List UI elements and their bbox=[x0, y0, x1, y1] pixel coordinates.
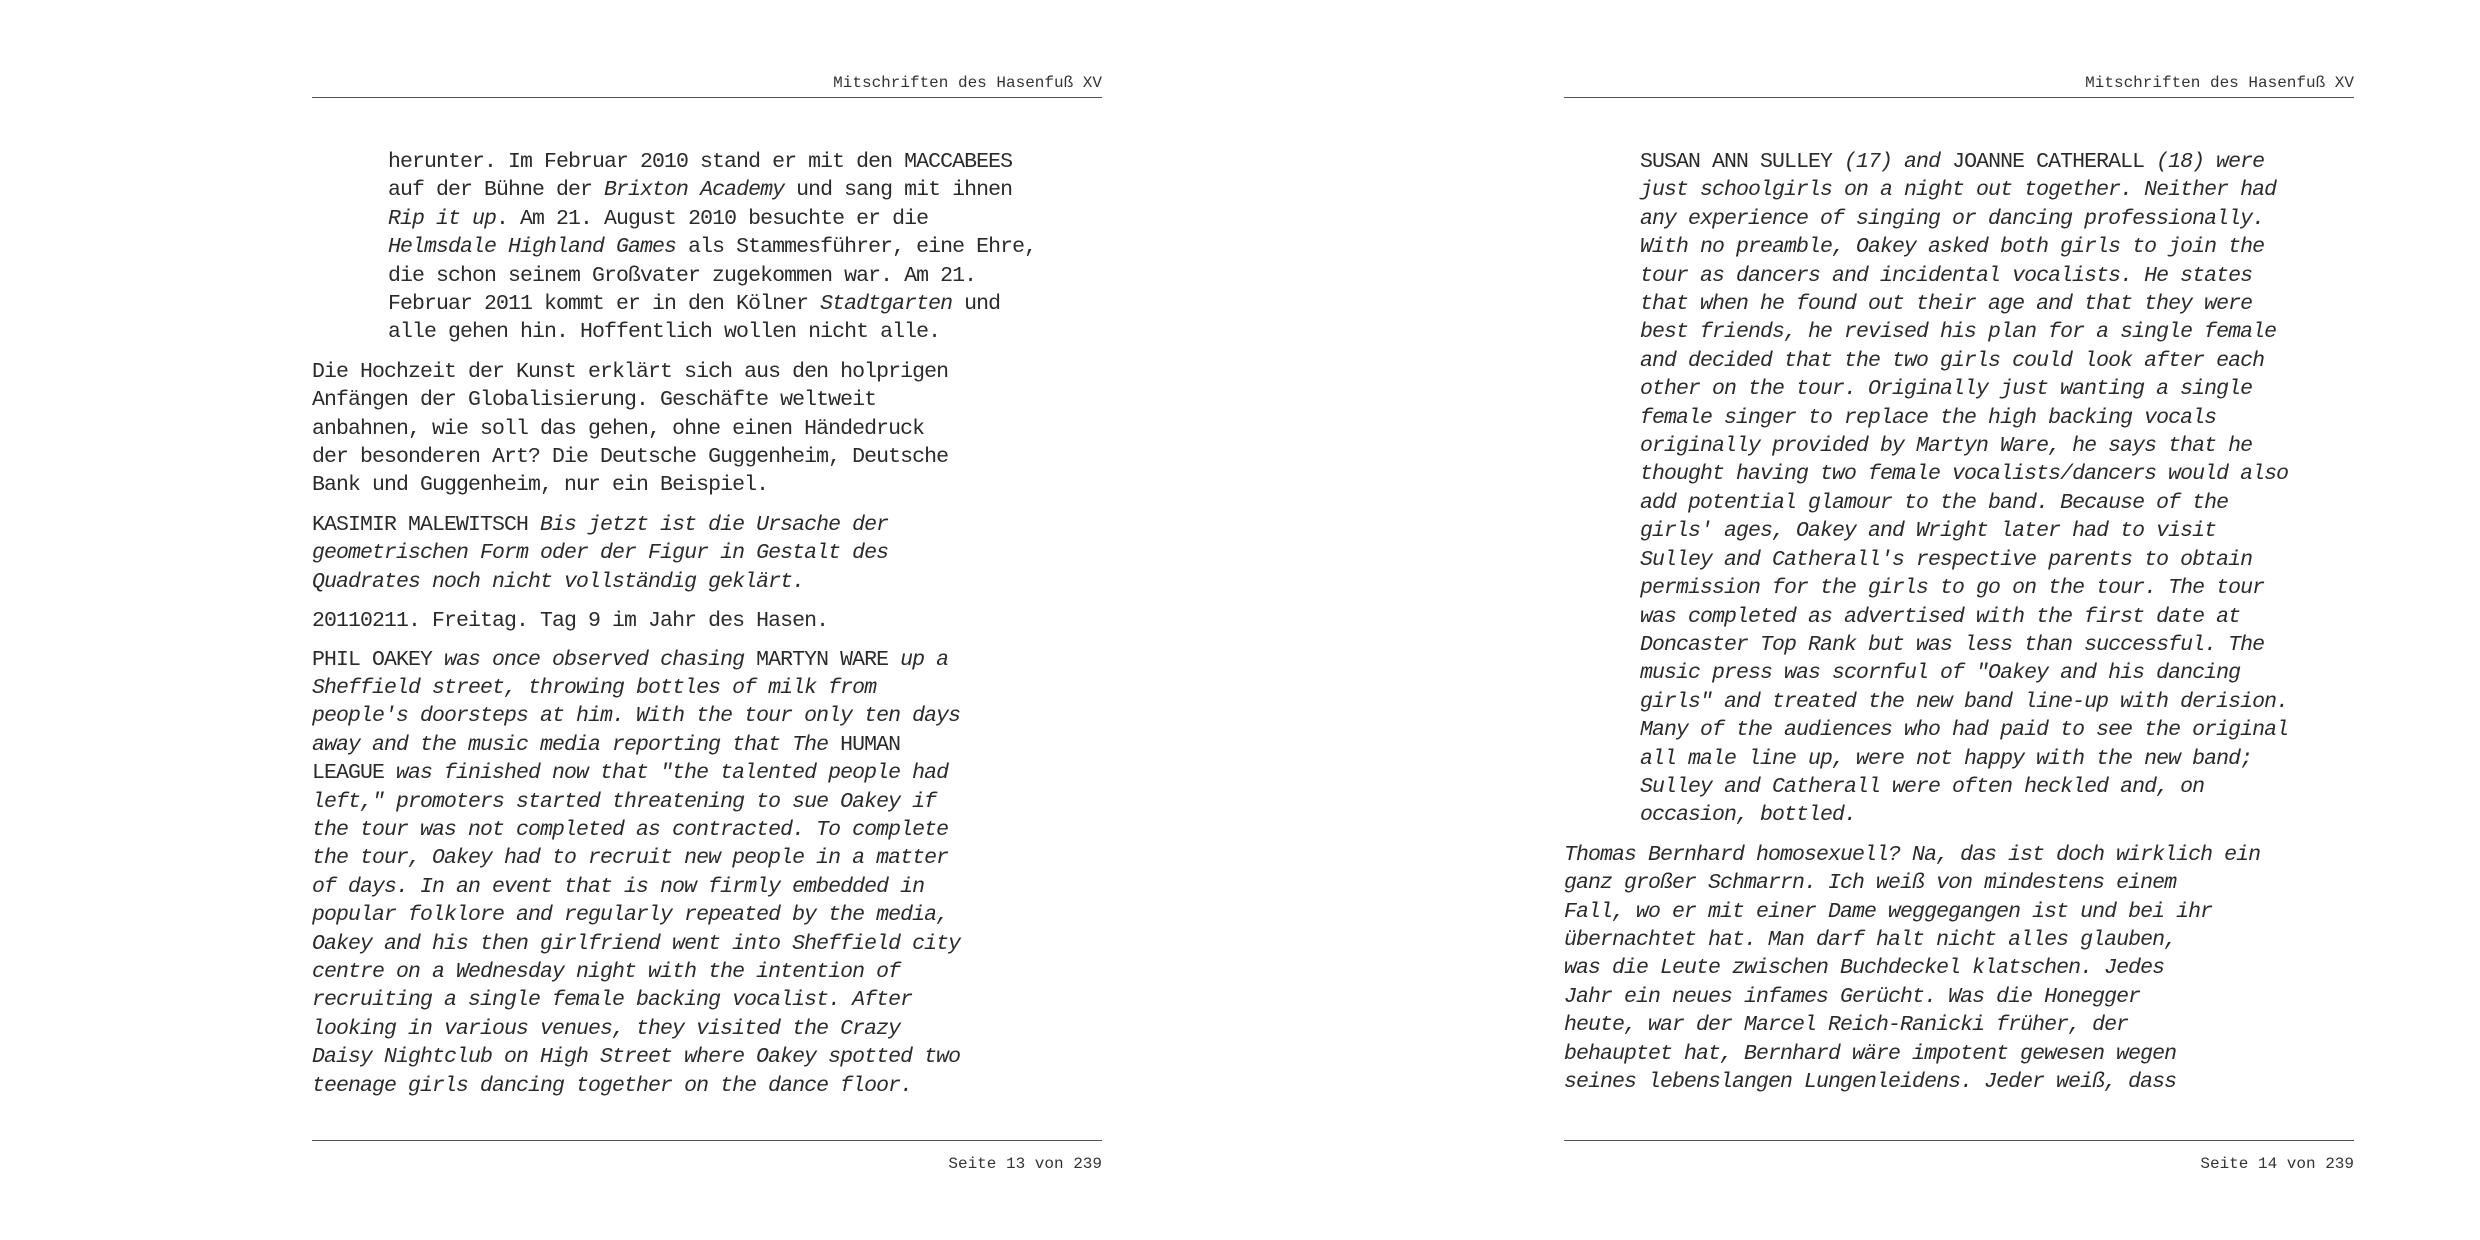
text-line bbox=[1640, 432, 2354, 460]
italic-text: any experience of singing or dancing professionally. bbox=[1640, 206, 2265, 231]
italic-text: the tour, Oakey had to recruit new people in a matter bbox=[312, 846, 949, 871]
italic-text: (17) and bbox=[1832, 150, 1953, 174]
text-segment: alle gehen hin. Hoffentlich wollen nicht alle. bbox=[388, 320, 941, 345]
text-segment: anbahnen, wie soll das gehen, ohne einen Händedruck bbox=[312, 416, 925, 441]
italic-text: up a bbox=[888, 647, 949, 672]
italic-text: all male line up, were not happy with the new band; bbox=[1640, 746, 2253, 771]
text-line bbox=[1640, 404, 2354, 432]
text-line bbox=[312, 646, 1102, 674]
text-segment: herunter. Im Februar 2010 stand er mit den MACCABEES bbox=[388, 150, 1013, 174]
footer-rule bbox=[312, 1140, 1102, 1141]
italic-text: heute, war der Marcel Reich-Ranicki früher, der bbox=[1564, 1013, 2129, 1038]
paragraph bbox=[312, 148, 1102, 347]
text-line bbox=[312, 901, 1102, 929]
italic-text: Fall, wo er mit einer Dame weggegangen ist und bei ihr bbox=[1564, 899, 2213, 924]
text-line bbox=[388, 176, 1102, 204]
text-line bbox=[312, 731, 1102, 759]
text-line bbox=[1640, 659, 2354, 687]
text-line bbox=[312, 568, 1102, 596]
text-line bbox=[1640, 318, 2354, 346]
italic-text: Sulley and Catherall were often heckled and, on bbox=[1640, 774, 2205, 799]
text-line bbox=[312, 788, 1102, 816]
italic-text: was once observed chasing bbox=[444, 647, 757, 672]
text-line bbox=[1640, 205, 2354, 233]
italic-text: and decided that the two girls could look after each bbox=[1640, 348, 2265, 373]
text-line bbox=[1640, 603, 2354, 631]
text-segment: . Am 21. August 2010 besuchte er die bbox=[496, 206, 929, 231]
text-line bbox=[1640, 631, 2354, 659]
italic-text: seines lebenslangen Lungenleidens. Jeder weiß, dass bbox=[1564, 1070, 2177, 1094]
italic-text: was finished now that "the talented people had bbox=[384, 761, 949, 786]
italic-text: left," promoters started threatening to sue Oakey if bbox=[312, 789, 937, 814]
text-segment: und bbox=[952, 292, 1001, 317]
page-number: Seite 13 von 239 bbox=[948, 1155, 1102, 1173]
italic-text: Many of the audiences who had paid to see the original bbox=[1640, 718, 2289, 743]
italic-text: thought having two female vocalists/dancers would also bbox=[1640, 462, 2289, 487]
italic-text: the tour was not completed as contracted. To complete bbox=[312, 817, 949, 842]
text-line bbox=[1564, 869, 2354, 897]
text-line bbox=[312, 816, 1102, 844]
text-line bbox=[1640, 688, 2354, 716]
text-line bbox=[1564, 983, 2354, 1011]
text-line bbox=[1640, 375, 2354, 403]
text-segment: auf der Bühne der bbox=[388, 178, 605, 203]
text-line bbox=[312, 759, 1102, 787]
italic-text: Quadrates noch nicht vollständig geklärt. bbox=[312, 569, 805, 594]
text-line bbox=[1640, 716, 2354, 744]
text-line bbox=[1640, 801, 2354, 829]
text-line bbox=[1640, 546, 2354, 574]
italic-text: music press was scornful of "Oakey and his dancing bbox=[1640, 661, 2241, 686]
italic-text: Daisy Nightclub on High Street where Oakey spotted two bbox=[312, 1045, 961, 1070]
italic-text: popular folklore and regularly repeated by the media, bbox=[312, 903, 949, 928]
italic-text: girls' ages, Oakey and Wright later had to visit bbox=[1640, 519, 2217, 544]
text-line bbox=[388, 205, 1102, 233]
italic-text: ganz großer Schmarrn. Ich weiß von mindestens einem bbox=[1564, 871, 2177, 896]
paragraph bbox=[1564, 841, 2354, 1097]
italic-text: Helmsdale Highland Games bbox=[388, 235, 677, 260]
running-header: Mitschriften des Hasenfuß XV bbox=[2085, 74, 2354, 92]
italic-text: occasion, bottled. bbox=[1640, 803, 1857, 828]
text-line bbox=[1640, 489, 2354, 517]
italic-text: was die Leute zwischen Buchdeckel klatschen. Jedes bbox=[1564, 956, 2165, 981]
italic-text: teenage girls dancing together on the dance floor. bbox=[312, 1073, 913, 1098]
paragraph bbox=[312, 511, 1102, 596]
text-line bbox=[312, 386, 1102, 414]
page-body bbox=[1564, 148, 2354, 1107]
paragraph bbox=[1564, 148, 2354, 830]
italic-text: tour as dancers and incidental vocalists. He states bbox=[1640, 263, 2253, 288]
text-line bbox=[1640, 574, 2354, 602]
text-line bbox=[312, 1043, 1102, 1071]
text-line bbox=[1640, 460, 2354, 488]
italic-text: Doncaster Top Rank but was less than successful. The bbox=[1640, 632, 2265, 657]
text-segment: Februar 2011 kommt er in den Kölner bbox=[388, 292, 821, 317]
text-segment: LEAGUE bbox=[312, 761, 385, 786]
text-line bbox=[312, 415, 1102, 443]
italic-text: With no preamble, Oakey asked both girls to join the bbox=[1640, 235, 2265, 260]
text-line bbox=[1640, 233, 2354, 261]
italic-text: add potential glamour to the band. Because of the bbox=[1640, 490, 2229, 515]
italic-text: best friends, he revised his plan for a single female bbox=[1640, 320, 2277, 345]
italic-text: (18) were bbox=[2144, 150, 2265, 174]
text-line bbox=[312, 958, 1102, 986]
text-line bbox=[388, 262, 1102, 290]
italic-text: centre on a Wednesday night with the intention of bbox=[312, 959, 901, 984]
text-segment: Anfängen der Globalisierung. Geschäfte weltweit bbox=[312, 388, 877, 413]
text-line bbox=[312, 358, 1102, 386]
italic-text: other on the tour. Originally just wanting a single bbox=[1640, 377, 2253, 402]
italic-text: was completed as advertised with the first date at bbox=[1640, 604, 2241, 629]
italic-text: behauptet hat, Bernhard wäre impotent gewesen wegen bbox=[1564, 1041, 2177, 1066]
text-line bbox=[1564, 1068, 2354, 1096]
italic-text: recruiting a single female backing vocalist. After bbox=[312, 988, 913, 1013]
text-line bbox=[1640, 148, 2354, 176]
text-segment: Die Hochzeit der Kunst erklärt sich aus den holprigen bbox=[312, 359, 949, 384]
text-line bbox=[1640, 745, 2354, 773]
header-rule bbox=[312, 97, 1102, 98]
italic-text: away and the music media reporting that The bbox=[312, 732, 841, 757]
italic-text: Thomas Bernhard homosexuell? Na, das ist doch wirklich ein bbox=[1564, 842, 2261, 867]
italic-text: people's doorsteps at him. With the tour only ten days bbox=[312, 704, 961, 729]
text-line bbox=[312, 443, 1102, 471]
footer-rule bbox=[1564, 1140, 2354, 1141]
text-line bbox=[388, 290, 1102, 318]
text-line bbox=[312, 607, 1102, 635]
italic-text: female singer to replace the high backing vocals bbox=[1640, 405, 2217, 430]
text-line bbox=[1564, 898, 2354, 926]
text-segment: die schon seinem Großvater zugekommen war. Am 21. bbox=[388, 263, 977, 288]
text-segment: KASIMIR MALEWITSCH bbox=[312, 512, 541, 537]
italic-text: Stadtgarten bbox=[820, 292, 953, 317]
text-segment: 20110211. Freitag. Tag 9 im Jahr des Hasen. bbox=[312, 609, 829, 634]
text-line bbox=[1564, 1040, 2354, 1068]
text-segment: und sang mit ihnen bbox=[784, 178, 1013, 203]
text-line bbox=[312, 986, 1102, 1014]
right-page bbox=[1564, 0, 2354, 1240]
text-line bbox=[312, 511, 1102, 539]
text-line bbox=[1564, 954, 2354, 982]
page-body bbox=[312, 148, 1102, 1111]
running-header: Mitschriften des Hasenfuß XV bbox=[833, 74, 1102, 92]
text-line bbox=[1640, 773, 2354, 801]
text-segment: der besonderen Art? Die Deutsche Guggenheim, Deutsche bbox=[312, 445, 949, 470]
text-segment: SUSAN ANN SULLEY bbox=[1640, 150, 1833, 174]
text-segment: PHIL OAKEY bbox=[312, 647, 445, 672]
text-line bbox=[388, 318, 1102, 346]
text-line bbox=[1640, 176, 2354, 204]
italic-text: geometrischen Form oder der Figur in Gestalt des bbox=[312, 541, 889, 566]
text-segment: MARTYN WARE bbox=[756, 647, 889, 672]
text-segment: Bank und Guggenheim, nur ein Beispiel. bbox=[312, 473, 769, 498]
paragraph bbox=[312, 358, 1102, 500]
text-line bbox=[312, 1072, 1102, 1100]
text-line bbox=[1564, 841, 2354, 869]
text-line bbox=[312, 930, 1102, 958]
text-segment: JOANNE CATHERALL bbox=[1952, 150, 2145, 174]
italic-text: just schoolgirls on a night out together. Neither had bbox=[1640, 178, 2277, 203]
text-line bbox=[312, 873, 1102, 901]
italic-text: of days. In an event that is now firmly embedded in bbox=[312, 874, 925, 899]
header-rule bbox=[1564, 97, 2354, 98]
italic-text: originally provided by Martyn Ware, he says that he bbox=[1640, 434, 2253, 459]
text-line bbox=[1564, 926, 2354, 954]
text-line bbox=[312, 471, 1102, 499]
text-line bbox=[1564, 1011, 2354, 1039]
page-number: Seite 14 von 239 bbox=[2200, 1155, 2354, 1173]
text-line bbox=[388, 233, 1102, 261]
left-page bbox=[312, 0, 1102, 1240]
italic-text: permission for the girls to go on the tour. The tour bbox=[1640, 576, 2265, 601]
text-line bbox=[1640, 290, 2354, 318]
text-line bbox=[1640, 262, 2354, 290]
text-line bbox=[388, 148, 1102, 176]
italic-text: that when he found out their age and that they were bbox=[1640, 292, 2253, 317]
italic-text: girls" and treated the new band line-up with derision. bbox=[1640, 689, 2289, 714]
text-line bbox=[312, 1015, 1102, 1043]
paragraph bbox=[312, 646, 1102, 1101]
italic-text: Sheffield street, throwing bottles of milk from bbox=[312, 675, 877, 700]
italic-text: Sulley and Catherall's respective parents to obtain bbox=[1640, 547, 2253, 572]
italic-text: looking in various venues, they visited the Crazy bbox=[312, 1016, 901, 1041]
italic-text: Oakey and his then girlfriend went into Sheffield city bbox=[312, 931, 961, 956]
text-line bbox=[312, 844, 1102, 872]
text-segment: als Stammesführer, eine Ehre, bbox=[676, 235, 1037, 260]
text-line bbox=[312, 674, 1102, 702]
italic-text: Brixton Academy bbox=[604, 178, 785, 203]
text-line bbox=[312, 702, 1102, 730]
italic-text: Jahr ein neues infames Gerücht. Was die Honegger bbox=[1564, 984, 2141, 1009]
paragraph bbox=[312, 607, 1102, 635]
italic-text: Rip it up bbox=[388, 206, 497, 231]
italic-text: übernachtet hat. Man darf halt nicht alles glauben, bbox=[1564, 927, 2177, 952]
text-segment: HUMAN bbox=[840, 732, 901, 757]
text-line bbox=[1640, 517, 2354, 545]
text-line bbox=[1640, 347, 2354, 375]
text-line bbox=[312, 539, 1102, 567]
italic-text: Bis jetzt ist die Ursache der bbox=[540, 512, 889, 537]
